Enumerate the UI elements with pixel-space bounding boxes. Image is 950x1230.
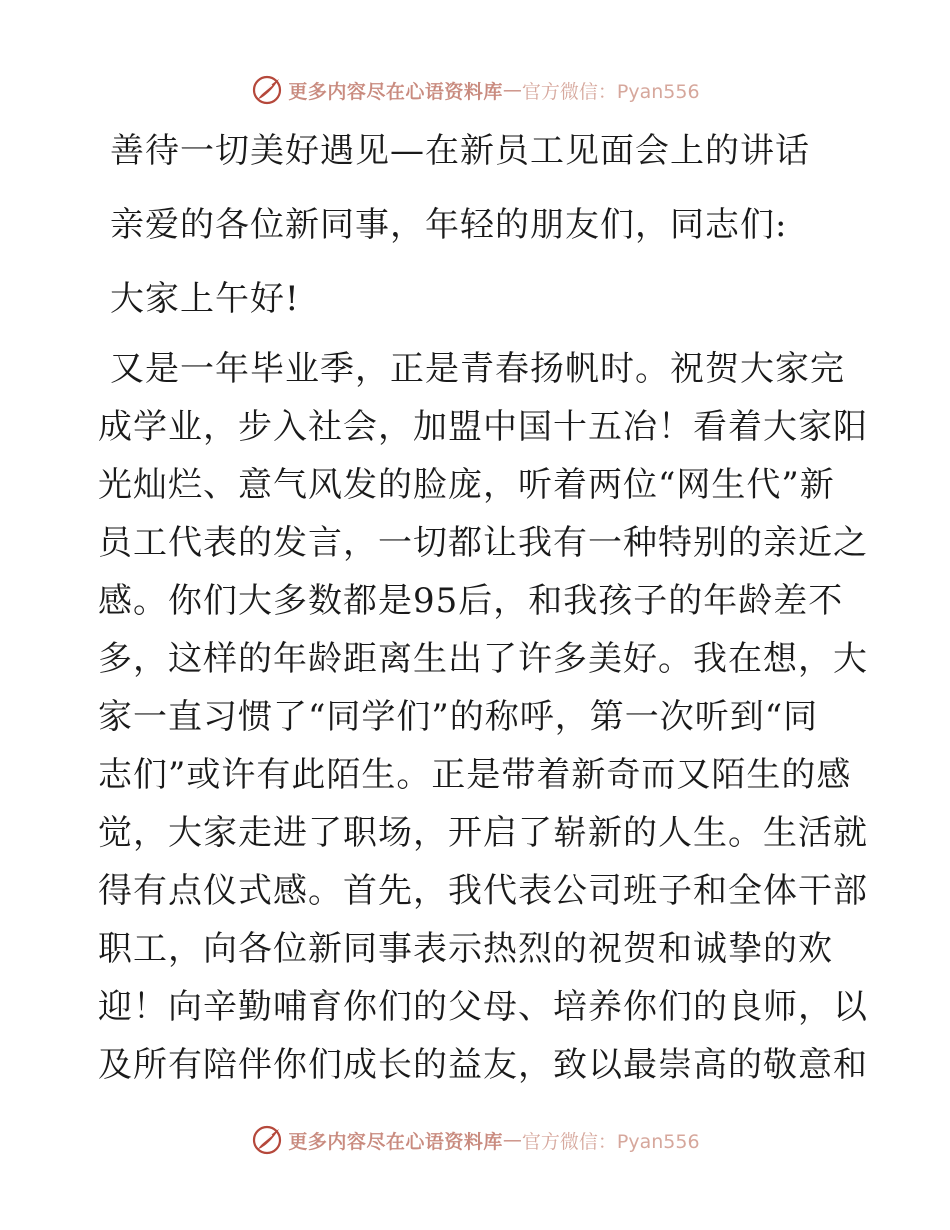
- document-title: 善待一切美好遇见—在新员工见面会上的讲话: [110, 131, 810, 171]
- document-body: [98, 340, 868, 1094]
- body-line: 员工代表的发言，一切都让我有一种特别的亲近之: [98, 523, 868, 563]
- body-line: 光灿烂、意气风发的脸庞，听着两位“网生代”新: [98, 465, 835, 505]
- body-line: 得有点仪式感。首先，我代表公司班子和全体干部: [98, 871, 868, 911]
- watermark-separator: —: [502, 1129, 522, 1151]
- body-line: 多，这样的年龄距离生出了许多美好。我在想，大: [98, 639, 868, 679]
- body-line: 感。你们大多数都是95后，和我孩子的年龄差不: [98, 581, 844, 621]
- watermark-separator: —: [502, 79, 522, 101]
- body-line: 家一直习惯了“同学们”的称呼，第一次听到“同: [98, 697, 819, 737]
- watermark-header: [0, 70, 950, 110]
- watermark-brand-text: 更多内容尽在心语资料库: [288, 80, 503, 103]
- body-line: 志们”或许有此陌生。正是带着新奇而又陌生的感: [98, 755, 852, 795]
- body-line: 觉，大家走进了职场，开启了崭新的人生。生活就: [98, 813, 868, 853]
- feather-pen-circle-icon: [250, 1123, 284, 1157]
- document-content: [98, 122, 868, 1094]
- document-greeting: 大家上午好!: [110, 279, 300, 319]
- body-line: 又是一年毕业季，正是青春扬帆时。祝贺大家完: [110, 349, 845, 389]
- watermark-brand-text: 更多内容尽在心语资料库: [288, 1130, 503, 1153]
- body-line: 及所有陪伴你们成长的益友，致以最崇高的敬意和: [98, 1045, 868, 1085]
- watermark-wechat-text: 官方微信：Pyan556: [521, 1130, 700, 1153]
- body-line: 成学业，步入社会，加盟中国十五冶！看着大家阳: [98, 407, 868, 447]
- body-line: 迎！向辛勤哺育你们的父母、培养你们的良师，以: [98, 987, 868, 1027]
- body-line: 职工，向各位新同事表示热烈的祝贺和诚挚的欢: [98, 929, 833, 969]
- watermark-wechat-text: 官方微信：Pyan556: [521, 80, 700, 103]
- watermark-footer: [0, 1120, 950, 1160]
- feather-pen-circle-icon: [250, 73, 284, 107]
- document-salutation: 亲爱的各位新同事，年轻的朋友们，同志们:: [110, 205, 788, 245]
